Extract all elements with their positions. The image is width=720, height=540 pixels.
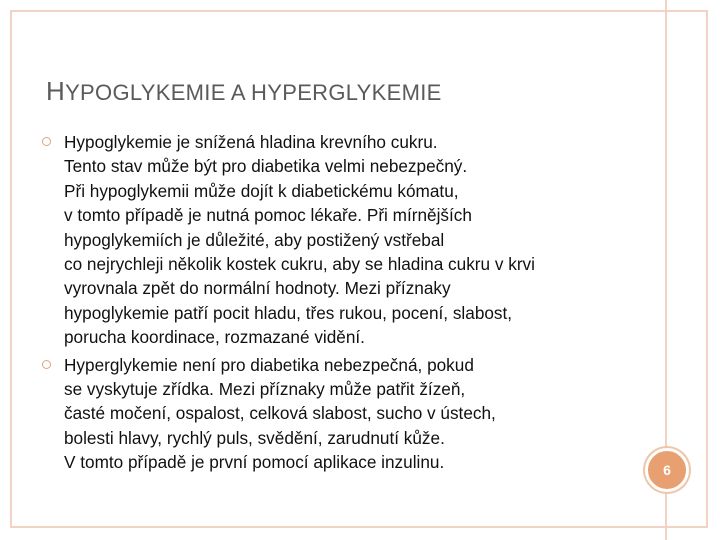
bullet-line: Při hypoglykemii může dojít k diabetickému kómatu, bbox=[64, 180, 459, 201]
bullet-line: hypoglykemiích je důležité, aby postižený vstřebal bbox=[64, 229, 445, 250]
circle-bullet-icon bbox=[42, 137, 51, 146]
bullet-line: v tomto případě je nutná pomoc lékaře. Při mírnějších bbox=[64, 205, 472, 226]
bullet-line: vyrovnala zpět do normální hodnoty. Mezi příznaky bbox=[64, 278, 451, 299]
bullet-item-hyperglykemie bbox=[42, 353, 622, 475]
title-first-letter: H bbox=[46, 76, 66, 106]
bullet-line: bolesti hlavy, rychlý puls, svědění, zarudnutí kůže. bbox=[64, 427, 445, 448]
bullet-line: se vyskytuje zřídka. Mezi příznaky může patřit žízeň, bbox=[64, 379, 466, 400]
slide-content bbox=[42, 130, 622, 475]
circle-bullet-icon bbox=[42, 360, 51, 369]
slide-title bbox=[46, 76, 646, 107]
bullet-line: časté močení, ospalost, celková slabost, sucho v ústech, bbox=[64, 403, 496, 424]
bullet-line: Hyperglykemie není pro diabetika nebezpečná, pokud bbox=[64, 354, 474, 375]
bullet-line: Tento stav může být pro diabetika velmi nebezpečný. bbox=[64, 156, 468, 177]
bullet-line: V tomto případě je první pomocí aplikace inzulinu. bbox=[64, 452, 445, 473]
bullet-item-hypoglykemie bbox=[42, 130, 622, 350]
bullet-line: hypoglykemie patří pocit hladu, třes rukou, pocení, slabost, bbox=[64, 302, 513, 323]
bullet-line: Hypoglykemie je snížená hladina krevního cukru. bbox=[64, 132, 438, 152]
title-rest: YPOGLYKEMIE A HYPERGLYKEMIE bbox=[65, 80, 442, 105]
page-number-badge: 6 bbox=[645, 448, 689, 492]
bullet-line: co nejrychleji několik kostek cukru, aby se hladina cukru v krvi bbox=[64, 254, 535, 275]
bullet-line: porucha koordinace, rozmazané vidění. bbox=[64, 327, 365, 348]
